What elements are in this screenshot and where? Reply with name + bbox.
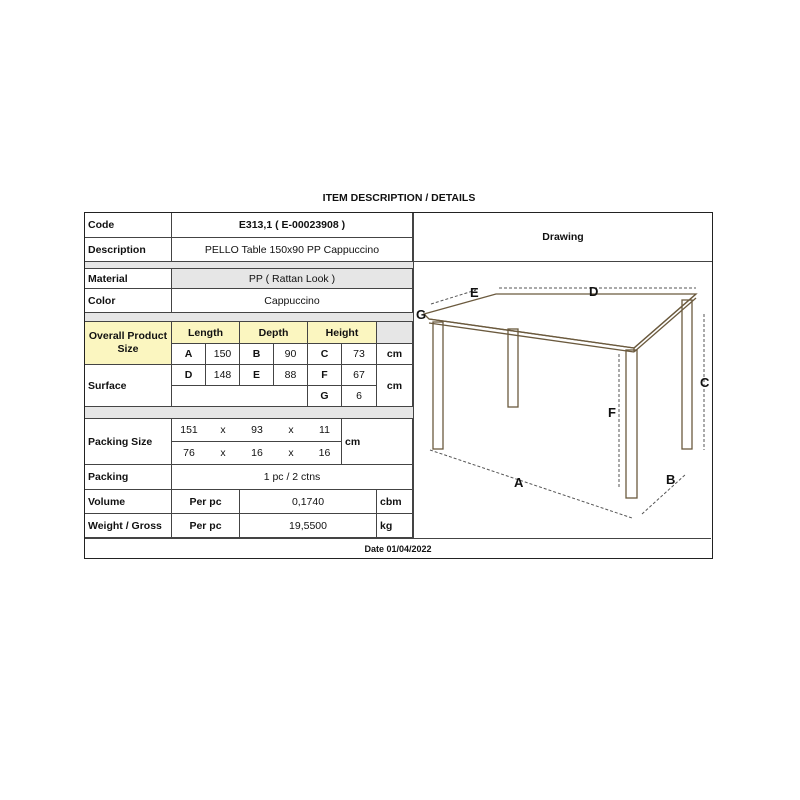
volume-unit: cbm	[377, 490, 413, 514]
volume-label: Volume	[85, 490, 172, 514]
separator	[85, 407, 413, 419]
key-d: D	[172, 365, 206, 386]
packing-value: 1 pc / 2 ctns	[172, 465, 413, 490]
drawing-label-g: G	[416, 307, 427, 322]
pack1-x: x	[206, 419, 240, 442]
tabletop-right-edge	[634, 298, 696, 352]
description-value: PELLO Table 150x90 PP Cappuccino	[172, 238, 413, 262]
packing-size-unit: cm	[342, 419, 413, 465]
key-e: E	[240, 365, 274, 386]
key-b: B	[240, 344, 274, 365]
description-label: Description	[85, 238, 172, 262]
key-f: F	[308, 365, 342, 386]
material-value: PP ( Rattan Look )	[172, 269, 413, 289]
drawing-label-f: F	[608, 405, 616, 420]
value-b: 90	[274, 344, 308, 365]
weight-per: Per pc	[172, 514, 240, 538]
table-leg	[433, 322, 443, 449]
tabletop-right-edge	[634, 294, 696, 348]
value-f: 67	[342, 365, 377, 386]
date-footer: Date 01/04/2022	[85, 538, 711, 558]
drawing-title: Drawing	[414, 213, 712, 262]
key-c: C	[308, 344, 342, 365]
pack2-x: x	[274, 442, 308, 465]
blank-cell	[377, 322, 413, 344]
drawing-label-d: D	[589, 284, 599, 299]
packing-size-label: Packing Size	[85, 419, 172, 465]
length-header: Length	[172, 322, 240, 344]
weight-label: Weight / Gross	[85, 514, 172, 538]
drawing-label-b: B	[666, 472, 676, 487]
volume-value: 0,1740	[240, 490, 377, 514]
volume-per: Per pc	[172, 490, 240, 514]
table-leg	[626, 350, 637, 498]
tabletop-front-edge	[429, 323, 634, 352]
column-divider	[413, 213, 414, 538]
weight-value: 19,5500	[240, 514, 377, 538]
color-value: Cappuccino	[172, 289, 413, 313]
table-drawing-svg	[414, 262, 712, 538]
pack2-height: 16	[308, 442, 342, 465]
dimension-b-line	[642, 474, 686, 514]
color-label: Color	[85, 289, 172, 313]
separator	[85, 262, 413, 269]
depth-header: Depth	[240, 322, 308, 344]
surface-unit: cm	[377, 365, 413, 407]
details-sheet	[84, 212, 713, 559]
drawing-label-c: C	[700, 375, 710, 390]
pack2-length: 76	[172, 442, 206, 465]
pack1-height: 11	[308, 419, 342, 442]
dimension-a-line	[430, 450, 632, 518]
drawing-label-a: A	[514, 475, 524, 490]
value-a: 150	[206, 344, 240, 365]
code-label: Code	[85, 213, 172, 238]
value-d: 148	[206, 365, 240, 386]
pack2-x: x	[206, 442, 240, 465]
material-label: Material	[85, 269, 172, 289]
value-g: 6	[342, 386, 377, 407]
pack1-x: x	[274, 419, 308, 442]
value-e: 88	[274, 365, 308, 386]
key-g: G	[308, 386, 342, 407]
value-c: 73	[342, 344, 377, 365]
overall-unit: cm	[377, 344, 413, 365]
code-value: E313,1 ( E-00023908 )	[172, 213, 413, 238]
document-title: ITEM DESCRIPTION / DETAILS	[322, 192, 476, 204]
key-a: A	[172, 344, 206, 365]
blank-cell	[172, 386, 308, 407]
weight-unit: kg	[377, 514, 413, 538]
height-header: Height	[308, 322, 377, 344]
table-drawing	[414, 262, 712, 538]
packing-label: Packing	[85, 465, 172, 490]
surface-label: Surface	[85, 365, 172, 407]
pack2-depth: 16	[240, 442, 274, 465]
pack1-depth: 93	[240, 419, 274, 442]
separator	[85, 313, 413, 322]
pack1-length: 151	[172, 419, 206, 442]
overall-size-label: Overall Product Size	[85, 322, 172, 365]
tabletop-outline	[424, 294, 696, 348]
tabletop-front-edge	[429, 319, 634, 348]
drawing-label-e: E	[470, 285, 479, 300]
table-leg	[508, 329, 518, 407]
table-leg	[682, 300, 692, 449]
